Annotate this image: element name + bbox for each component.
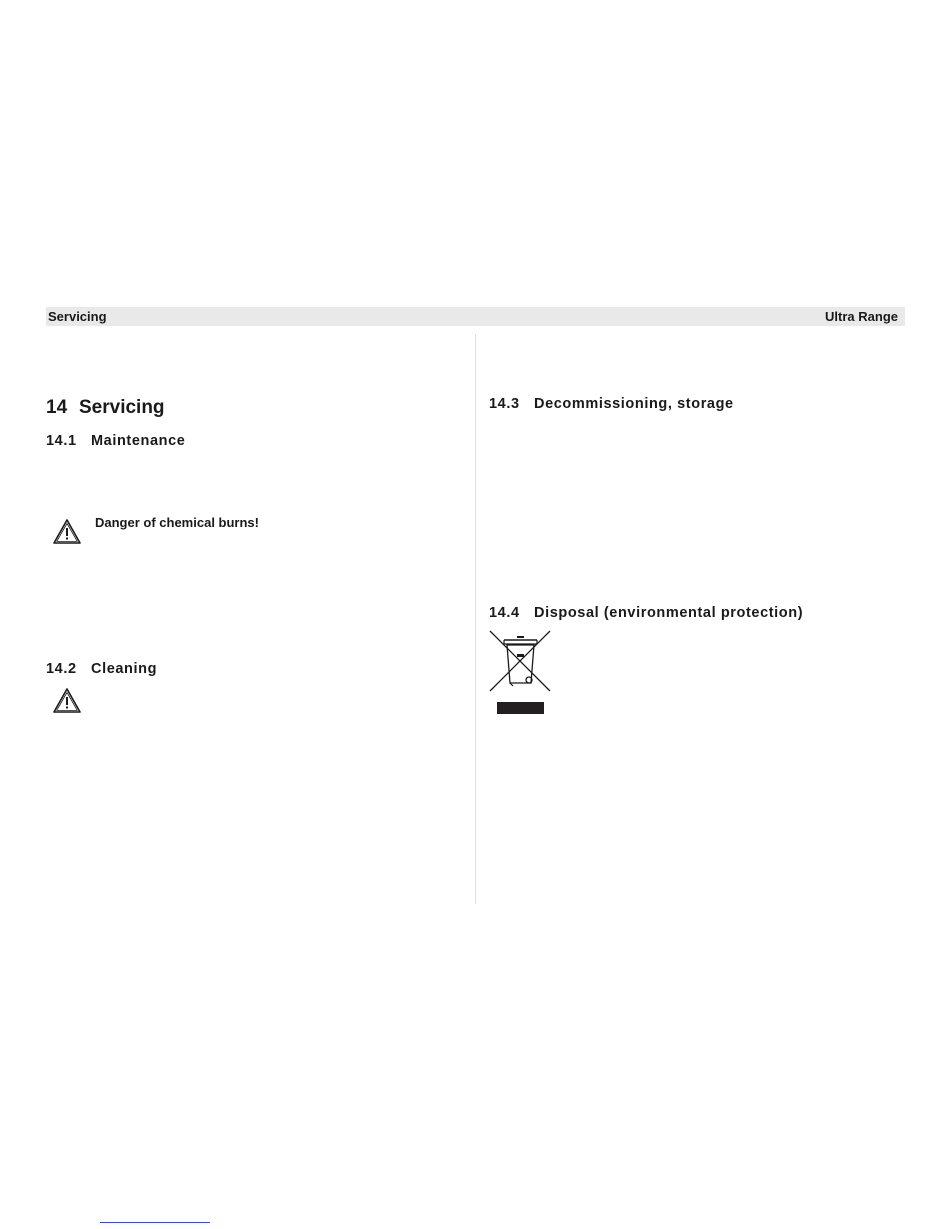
section-title: Decommissioning, storage bbox=[534, 396, 734, 412]
crossed-out-wheelie-bin-icon bbox=[489, 630, 551, 692]
section-heading-disposal bbox=[489, 605, 803, 621]
section-heading-cleaning bbox=[46, 661, 157, 677]
running-header bbox=[46, 307, 905, 326]
warning-triangle-icon bbox=[52, 518, 82, 545]
warning-triangle-icon bbox=[52, 687, 82, 714]
chapter-title: Servicing bbox=[79, 397, 165, 418]
footer-link-underline bbox=[100, 1222, 210, 1223]
section-number: 14.4 bbox=[489, 605, 520, 621]
column-divider bbox=[475, 334, 476, 904]
section-title: Cleaning bbox=[91, 661, 158, 677]
warning-text: Danger of chemical burns! bbox=[95, 515, 259, 530]
section-heading-decommissioning bbox=[489, 396, 734, 412]
header-product-name: Ultra Range bbox=[825, 309, 898, 324]
section-title: Maintenance bbox=[91, 433, 186, 449]
chapter-number: 14 bbox=[46, 397, 68, 418]
section-number: 14.2 bbox=[46, 661, 77, 677]
section-number: 14.1 bbox=[46, 433, 77, 449]
header-section-title: Servicing bbox=[48, 309, 107, 324]
section-heading-maintenance bbox=[46, 433, 185, 449]
weee-separate-collection-bar bbox=[497, 702, 544, 714]
chapter-heading bbox=[46, 397, 165, 419]
section-number: 14.3 bbox=[489, 396, 520, 412]
section-title: Disposal (environmental protection) bbox=[534, 605, 804, 621]
